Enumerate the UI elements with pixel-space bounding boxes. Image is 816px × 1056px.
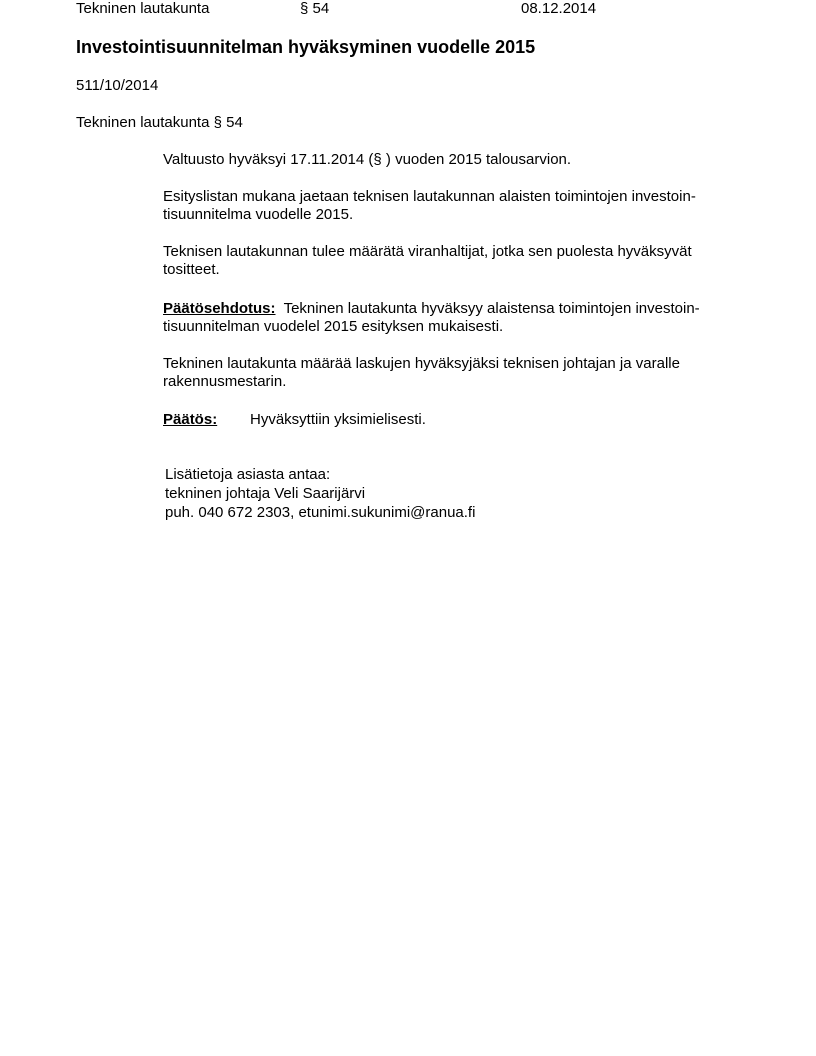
paragraph-line: Teknisen lautakunnan tulee määrätä viranhaltijat, jotka sen puolesta hyväksyvät [163, 243, 692, 260]
header-date: 08.12.2014 [521, 0, 597, 17]
header-section: § 54 [300, 0, 330, 17]
paragraph-approvers [163, 355, 753, 391]
paragraph-text: Valtuusto hyväksyi 17.11.2014 (§ ) vuoden 2015 talousarvion. [163, 151, 572, 168]
record-number: 511/10/2014 [76, 77, 159, 94]
contact-line: puh. 040 672 2303, etunimi.sukunimi@ranua.fi [165, 504, 476, 521]
paragraph-line [163, 300, 753, 318]
document-title: Investointisuunnitelman hyväksyminen vuodelle 2015 [76, 37, 536, 57]
proposal-text: Tekninen lautakunta hyväksyy alaistensa toimintojen investoin- [283, 300, 700, 317]
paragraph-line: tisuunnitelman vuodelel 2015 esityksen mukaisesti. [163, 318, 504, 335]
paragraph-line: Tekninen lautakunta määrää laskujen hyväksyjäksi teknisen johtajan ja varalle [163, 355, 680, 372]
proposal-label: Päätösehdotus: [163, 300, 276, 317]
decision-label: Päätös: [163, 411, 218, 428]
paragraph-decision [163, 411, 753, 429]
header-committee: Tekninen lautakunta [76, 0, 210, 17]
decision-row [163, 411, 753, 429]
paragraph-line: rakennusmestarin. [163, 373, 287, 390]
paragraph-distribution [163, 188, 753, 224]
paragraph-budget [163, 151, 753, 169]
paragraph-line: tositteet. [163, 261, 220, 278]
paragraph-line: tisuunnitelma vuodelle 2015. [163, 206, 354, 223]
committee-section: Tekninen lautakunta § 54 [76, 114, 243, 131]
paragraph-proposal [163, 300, 753, 336]
decision-text: Hyväksyttiin yksimielisesti. [250, 411, 426, 428]
contact-line: tekninen johtaja Veli Saarijärvi [165, 485, 366, 502]
contact-line: Lisätietoja asiasta antaa: [165, 466, 331, 483]
paragraph-officials [163, 243, 753, 279]
paragraph-line: Esityslistan mukana jaetaan teknisen lautakunnan alaisten toimintojen investoin- [163, 188, 696, 205]
contact-info [165, 465, 475, 522]
